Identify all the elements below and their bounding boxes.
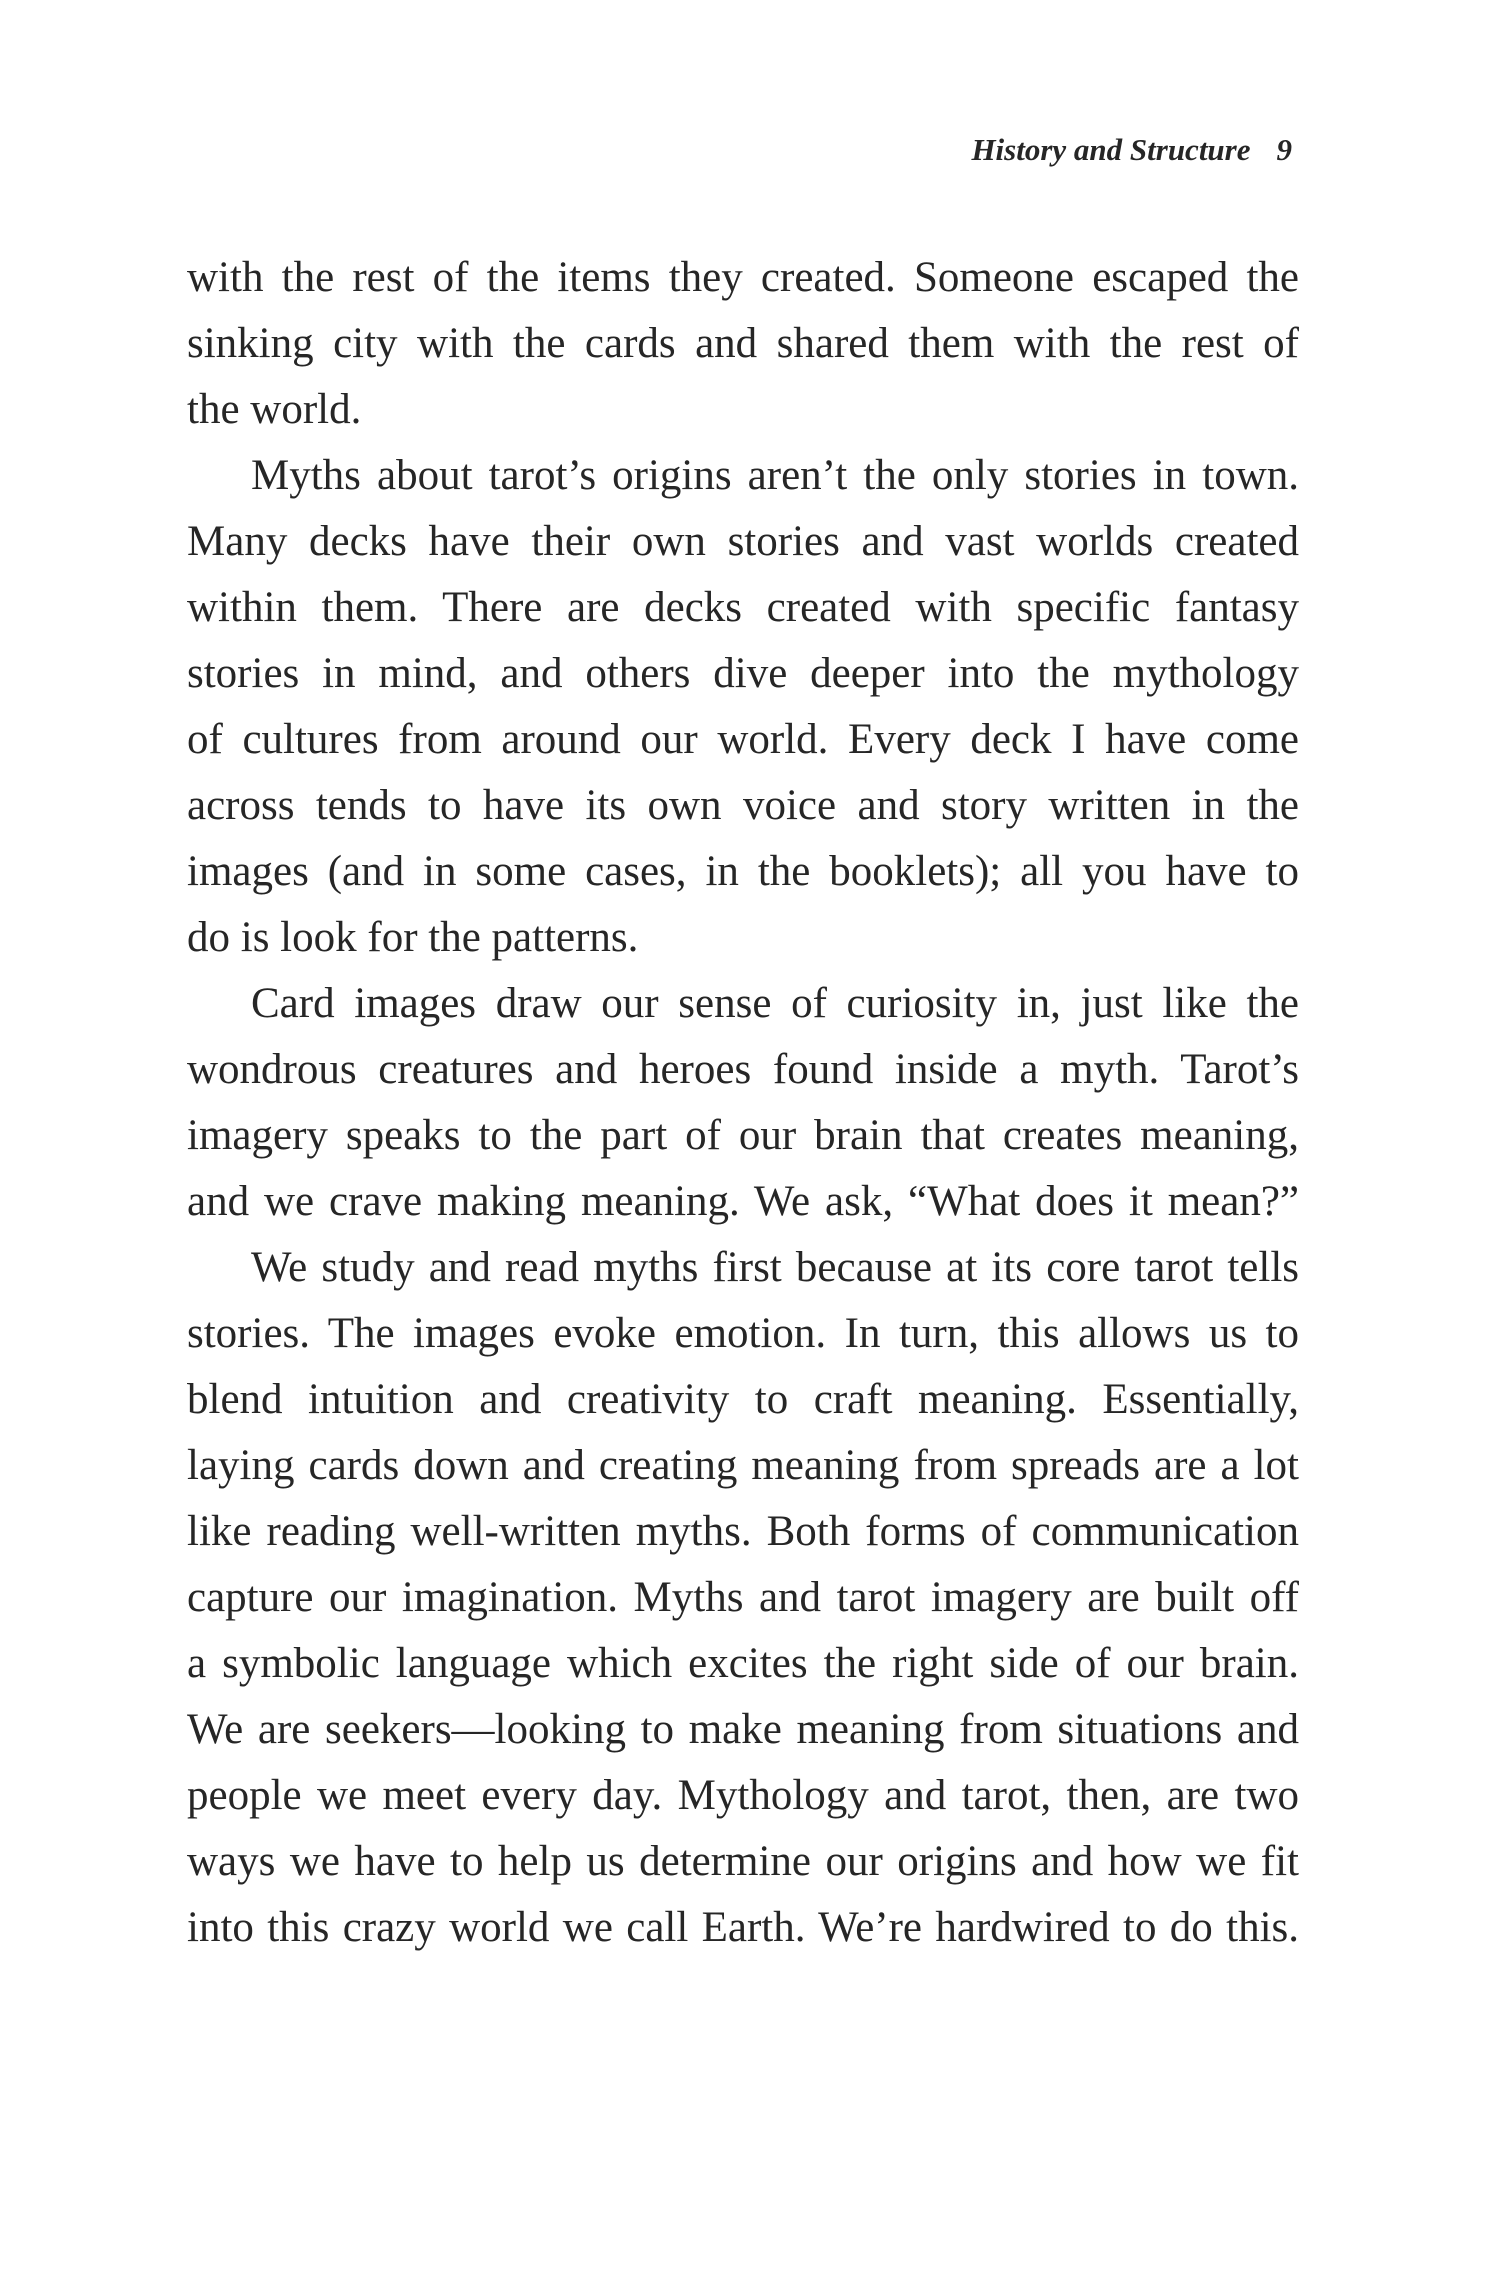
text-line: into this crazy world we call Earth. We’re hardwired to do this. [187, 1904, 1299, 1951]
text-line: with the rest of the items they created. Someone escaped the [187, 254, 1299, 301]
text-line: Many decks have their own stories and vast worlds created [187, 518, 1299, 565]
text-line: Card images draw our sense of curiosity in, just like the [251, 980, 1299, 1027]
text-line: Myths about tarot’s origins aren’t the only stories in town. [251, 452, 1299, 499]
text-line: people we meet every day. Mythology and tarot, then, are two [187, 1772, 1299, 1819]
body-text [187, 245, 1299, 1961]
text-line: blend intuition and creativity to craft meaning. Essentially, [187, 1376, 1299, 1423]
text-line: We are seekers—looking to make meaning from situations and [187, 1706, 1299, 1753]
running-header [971, 132, 1292, 168]
text-line: ways we have to help us determine our origins and how we fit [187, 1838, 1299, 1885]
text-line: laying cards down and creating meaning from spreads are a lot [187, 1442, 1299, 1489]
text-line: We study and read myths first because at its core tarot tells [251, 1244, 1299, 1291]
text-line: like reading well-written myths. Both forms of communication [187, 1508, 1299, 1555]
text-line: and we crave making meaning. We ask, “What does it mean?” [187, 1178, 1299, 1225]
text-line: within them. There are decks created with specific fantasy [187, 584, 1299, 631]
text-line: stories in mind, and others dive deeper into the mythology [187, 650, 1299, 697]
page-number: 9 [1276, 132, 1292, 167]
text-line: the world. [187, 386, 362, 433]
text-line: across tends to have its own voice and story written in the [187, 782, 1299, 829]
text-line: capture our imagination. Myths and tarot imagery are built off [187, 1574, 1299, 1621]
text-line: a symbolic language which excites the right side of our brain. [187, 1640, 1299, 1687]
text-line: wondrous creatures and heroes found inside a myth. Tarot’s [187, 1046, 1299, 1093]
text-line: do is look for the patterns. [187, 914, 639, 961]
text-line: images (and in some cases, in the booklets); all you have to [187, 848, 1299, 895]
text-line: imagery speaks to the part of our brain that creates meaning, [187, 1112, 1299, 1159]
text-line: of cultures from around our world. Every deck I have come [187, 716, 1299, 763]
running-header-title: History and Structure [971, 132, 1251, 167]
text-line: sinking city with the cards and shared them with the rest of [187, 320, 1299, 367]
text-line: stories. The images evoke emotion. In turn, this allows us to [187, 1310, 1299, 1357]
